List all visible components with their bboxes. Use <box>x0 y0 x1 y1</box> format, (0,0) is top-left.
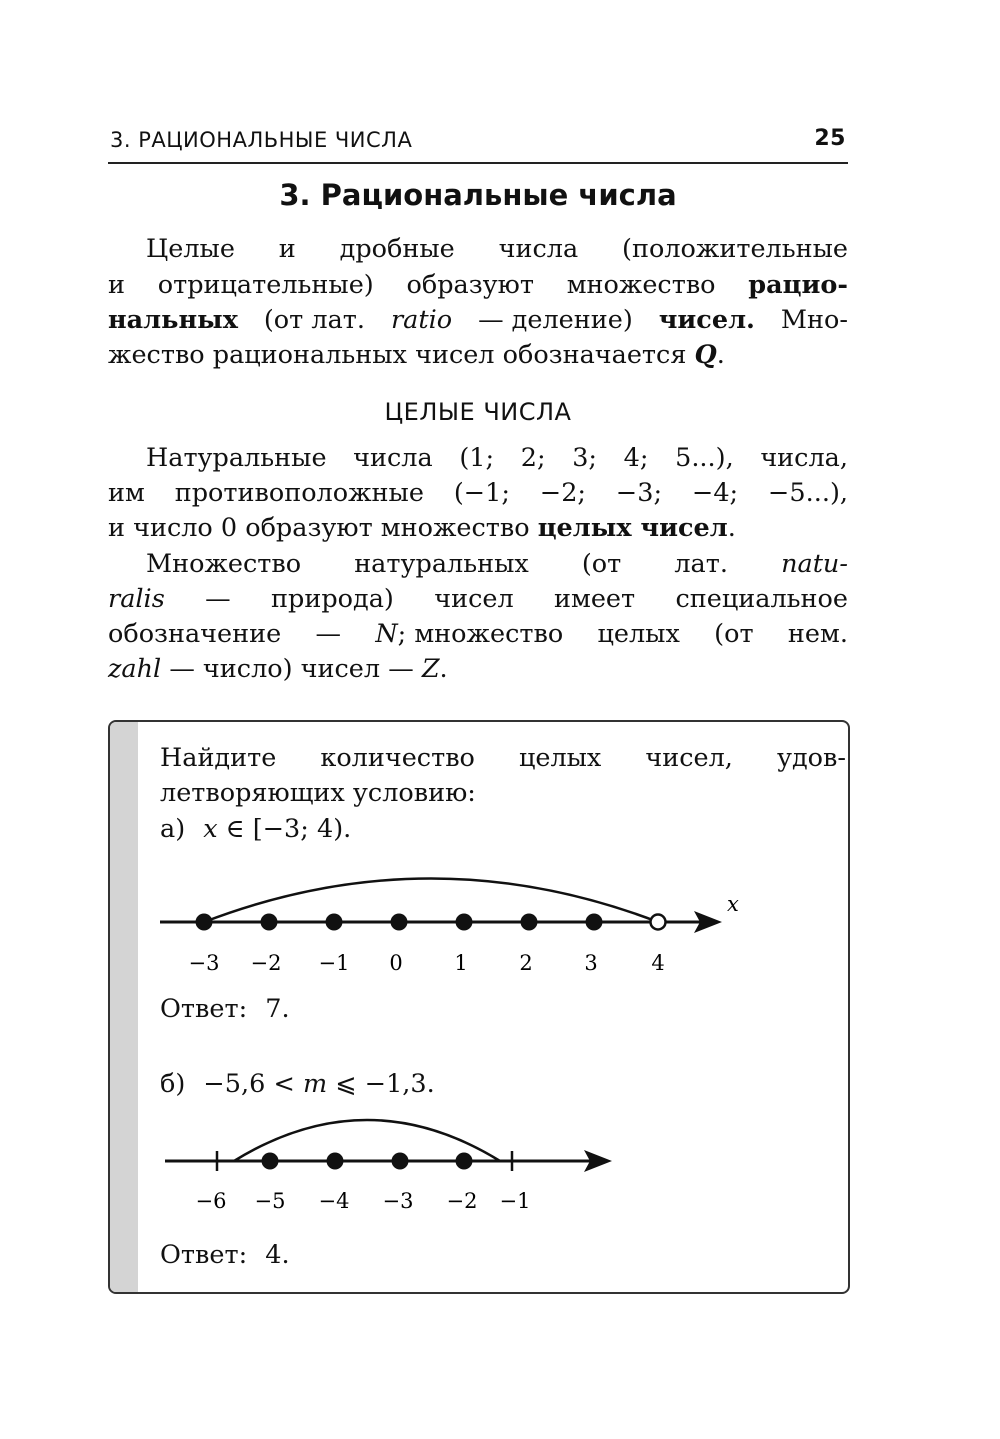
text: и число 0 образуют множество <box>108 513 530 543</box>
tick-label: −2 <box>250 951 282 975</box>
word: −3; <box>615 478 663 508</box>
latin-word: natu- <box>781 549 848 579</box>
word: обозначение <box>108 619 282 649</box>
tick-label: −1 <box>318 951 350 975</box>
word: им <box>108 478 145 508</box>
word: (положительные <box>622 234 848 264</box>
word: противоположные <box>174 478 424 508</box>
set-symbol-z: Z <box>421 654 440 684</box>
word: — <box>205 584 231 614</box>
term-integers-bold: целых чисел <box>537 513 728 543</box>
word: нем. <box>787 619 848 649</box>
task-line2: летворяющих условию: <box>160 778 476 808</box>
tick-label: 1 <box>454 951 468 975</box>
word: −4; <box>691 478 739 508</box>
word: (−1; <box>453 478 510 508</box>
part-a-label: а) <box>160 814 186 844</box>
latin-word: ralis <box>108 584 165 614</box>
word: Найдите <box>160 743 277 773</box>
word: — <box>315 619 342 649</box>
word: натуральных <box>354 549 529 579</box>
tick-label: 4 <box>651 951 665 975</box>
term-numbers-bold: чисел. <box>658 305 755 335</box>
word: 5...), <box>675 443 734 473</box>
word: и <box>278 234 296 264</box>
latin-word: ratio <box>390 305 453 335</box>
answer-value: 4. <box>265 1240 290 1270</box>
answer-value: 7. <box>265 994 290 1024</box>
word: дробные <box>339 234 455 264</box>
answer-b <box>160 1238 290 1273</box>
word: отрицательные) <box>157 270 374 300</box>
word: 4; <box>623 443 649 473</box>
word: целых <box>597 619 680 649</box>
word: удов- <box>776 743 846 773</box>
tick-label: 3 <box>584 951 598 975</box>
text: . <box>727 513 736 543</box>
word: (от <box>714 619 754 649</box>
word: Натуральные <box>146 443 327 473</box>
axis-label-x: x <box>727 892 739 916</box>
term-rational-bold: рацио- <box>748 270 848 300</box>
word: имеет <box>554 584 636 614</box>
tick-label: 2 <box>519 951 533 975</box>
word: и <box>108 270 125 300</box>
inequality-left: −5,6 < <box>203 1069 295 1099</box>
tick-label: −6 <box>195 1189 227 1213</box>
set-symbol-q: Q <box>694 340 717 370</box>
word: лат. <box>674 549 728 579</box>
word: природа) <box>271 584 394 614</box>
tick-label: −3 <box>382 1189 414 1213</box>
german-word: zahl <box>108 654 162 684</box>
word: числа <box>353 443 433 473</box>
word: ; множество <box>397 619 564 649</box>
word: чисел, <box>645 743 733 773</box>
word: количество <box>320 743 475 773</box>
word: 2; <box>520 443 546 473</box>
word: числа <box>498 234 579 264</box>
word: чисел <box>434 584 514 614</box>
word: Целые <box>146 234 235 264</box>
word: −2; <box>539 478 587 508</box>
word: Множество <box>146 549 302 579</box>
text: Мно- <box>780 305 848 335</box>
answer-label: Ответ: <box>160 994 248 1024</box>
word: числа, <box>760 443 848 473</box>
text: (от лат. <box>263 305 365 335</box>
section-title: 3. Рациональные числа <box>279 178 677 212</box>
word: специальное <box>675 584 848 614</box>
tick-label: −4 <box>318 1189 350 1213</box>
tick-label: −3 <box>188 951 220 975</box>
text: . <box>439 654 448 684</box>
tick-label: −2 <box>446 1189 478 1213</box>
text: — число) чисел — <box>169 654 414 684</box>
variable-x: x <box>203 814 218 844</box>
answer-label: Ответ: <box>160 1240 248 1270</box>
running-head-title: 3. РАЦИОНАЛЬНЫЕ ЧИСЛА <box>110 128 413 152</box>
point-filled <box>262 1153 279 1170</box>
point-filled <box>327 1153 344 1170</box>
tick-label: 0 <box>389 951 403 975</box>
part-b-label: б) <box>160 1069 186 1099</box>
set-symbol-n: N <box>375 619 398 649</box>
variable-m: m <box>302 1069 328 1099</box>
word: множество <box>566 270 716 300</box>
word: (от <box>581 549 622 579</box>
word: образуют <box>406 270 534 300</box>
page-number: 25 <box>814 126 846 151</box>
word: 3; <box>572 443 598 473</box>
point-filled <box>456 1153 473 1170</box>
subheading-integers: ЦЕЛЫЕ ЧИСЛА <box>384 398 572 426</box>
word: целых <box>518 743 602 773</box>
text: . <box>716 340 725 370</box>
term-rational-bold: нальных <box>108 305 238 335</box>
interval-text: ∈ [−3; 4). <box>225 814 352 844</box>
inequality-right: ⩽ −1,3. <box>335 1069 435 1099</box>
text: жество рациональных чисел обозначается <box>108 340 687 370</box>
point-filled <box>392 1153 409 1170</box>
text: — деление) <box>478 305 633 335</box>
tick-label: −5 <box>254 1189 286 1213</box>
tick-label: −1 <box>499 1189 531 1213</box>
word: (1; <box>459 443 495 473</box>
word: −5...), <box>768 478 848 508</box>
